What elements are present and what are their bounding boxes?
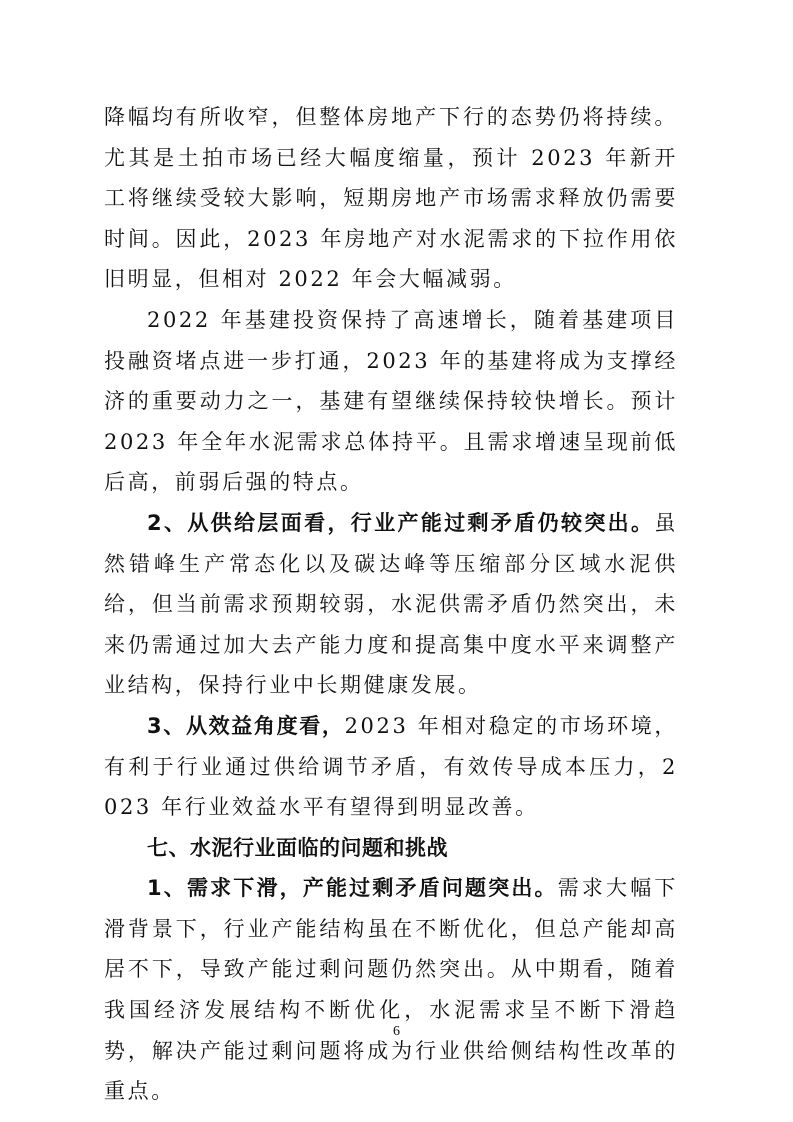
section-heading: 七、水泥行业面临的问题和挑战 [147, 835, 448, 860]
paragraph-profitability [104, 706, 678, 828]
paragraph-text: 需求大幅下滑背景下，行业产能结构虽在不断优化，但总产能却高居不下，导致产能过剩问题仍然突出。从中期看，随着我国经济发展结构不断优化，水泥需求呈不断下滑趋势，解决产能过剩问题将成为行业供给侧结构性改革的重点。 [104, 876, 678, 1104]
paragraph-real-estate-outlook [104, 97, 678, 300]
paragraph-lead-bold: 2、从供给层面看，行业产能过剩矛盾仍较突出。 [147, 510, 655, 535]
paragraph-text: 虽然错峰生产常态化以及碳达峰等压缩部分区域水泥供给，但当前需求预期较弱，水泥供需矛盾仍然突出，未来仍需通过加大去产能力度和提高集中度水平来调整产业结构，保持行业中长期健康发展。 [104, 510, 678, 698]
paragraph-text: 2023 年相对稳定的市场环境，有利于行业通过供给调节矛盾，有效传导成本压力，2023 年行业效益水平有望得到明显改善。 [104, 713, 679, 820]
paragraph-supply-side [104, 503, 678, 706]
paragraph-infrastructure-outlook [104, 300, 678, 503]
paragraph-lead-bold: 3、从效益角度看， [147, 713, 345, 738]
paragraph-text: 降幅均有所收窄，但整体房地产下行的态势仍将持续。尤其是土拍市场已经大幅度缩量，预计 2023 年新开工将继续受较大影响，短期房地产市场需求释放仍需要时间。因此，2023 年房地产对水泥需求的下拉作用依旧明显，但相对 2022 年会大幅减弱。 [104, 105, 678, 292]
paragraph-lead-bold: 1、需求下滑，产能过剩矛盾问题突出。 [147, 876, 558, 901]
paragraph-demand-decline [104, 868, 678, 1112]
paragraph-text: 2022 年基建投资保持了高速增长，随着基建项目投融资堵点进一步打通，2023 年的基建将成为支撑经济的重要动力之一，基建有望继续保持较快增长。预计 2023 年全年水泥需求总体持平。且需求增速呈现前低后高，前弱后强的特点。 [104, 307, 678, 495]
page-number: 6 [393, 1024, 400, 1039]
document-page [104, 97, 678, 1112]
